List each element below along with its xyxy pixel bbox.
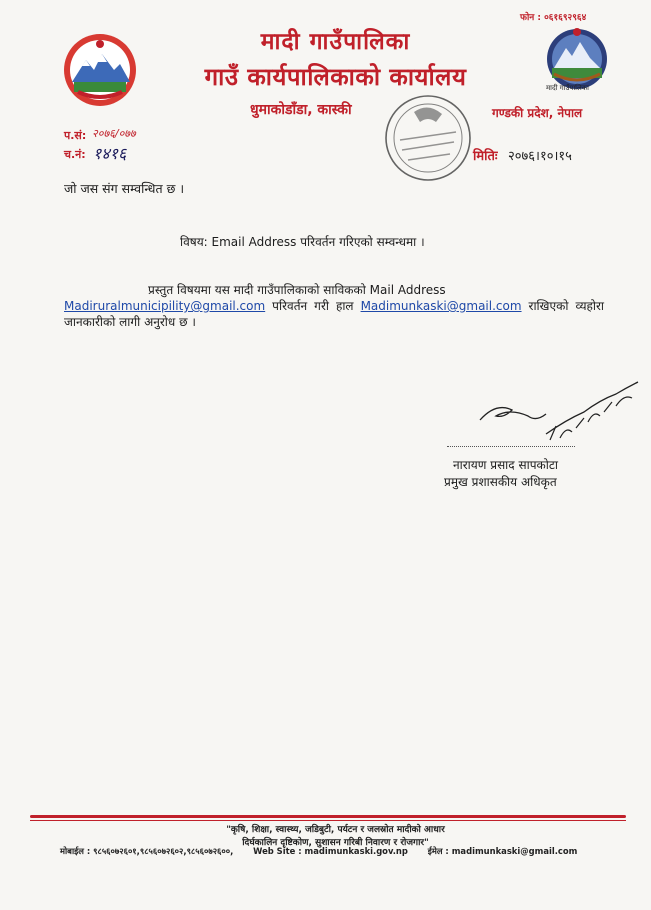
signature-icon bbox=[476, 360, 646, 452]
new-email-link[interactable]: Madimunkaski@gmail.com bbox=[360, 299, 522, 313]
email-label: ईमेल : bbox=[427, 846, 449, 856]
subject-line: विषय: Email Address परिवर्तन गरिएको सम्वन्धमा । bbox=[180, 235, 425, 249]
letter-body bbox=[64, 282, 604, 330]
date-label: मितिः bbox=[473, 149, 498, 164]
old-email-link[interactable]: Madiruralmunicipility@gmail.com bbox=[64, 299, 266, 313]
footer-contact bbox=[60, 846, 577, 857]
mobile-numbers: ९८५६०७२६०१,९८५६०७२६०२,९८५६०७२६००, bbox=[93, 846, 234, 856]
footer-slogan-1: "कृषि, शिक्षा, स्वास्थ्य, जडिबुटी, पर्यटन र जलस्रोत मादीको आधार bbox=[226, 825, 445, 835]
office-subtitle: गाउँ कार्यपालिकाको कार्यालय bbox=[204, 63, 467, 91]
website-link[interactable]: madimunkaski.gov.np bbox=[304, 846, 408, 856]
office-stamp-icon bbox=[378, 92, 478, 184]
chalan-value: १४१६ bbox=[93, 144, 127, 163]
signatory-designation: प्रमुख प्रशासकीय अधिकृत bbox=[444, 475, 557, 489]
office-title: मादी गाउँपालिका bbox=[260, 29, 411, 55]
mobile-label: मोबाईल : bbox=[60, 846, 91, 856]
date-value: २०७६।१०।१५ bbox=[508, 149, 572, 164]
footer-divider bbox=[30, 815, 626, 818]
office-address: धुमाकोडाँडा, कास्की bbox=[250, 102, 352, 118]
footer-email-link[interactable]: madimunkaski@gmail.com bbox=[451, 846, 578, 856]
signature-line bbox=[447, 446, 575, 447]
footer-slogan-2: दिर्घकालिन दृष्टिकोण, सुशासन गरिबी निवारण र रोजगार" bbox=[242, 838, 429, 848]
website-label: Web Site : bbox=[253, 846, 302, 856]
patra-value: २०७६/०७७ bbox=[92, 127, 136, 140]
body-text-2: परिवर्तन गरी हाल bbox=[265, 299, 361, 313]
phone-number: फोन : ०६१६९२९६४ bbox=[520, 13, 587, 23]
province-label: गण्डकी प्रदेश, नेपाल bbox=[492, 106, 583, 120]
salutation: जो जस संग सम्वन्धित छ । bbox=[64, 181, 185, 196]
chalan-label: च.नं: bbox=[64, 148, 86, 161]
logo-caption: मादी गाउँपालिका bbox=[546, 84, 589, 92]
body-text-3: राखिएको व्यहोरा जानकारीको लागी अनुरोध छ । bbox=[64, 299, 605, 329]
patra-label: प.सं: bbox=[64, 129, 87, 142]
signatory-name: नारायण प्रसाद सापकोटा bbox=[453, 458, 558, 472]
footer-divider-thin bbox=[30, 820, 626, 821]
body-text-1: प्रस्तुत विषयमा यस मादी गाउँपालिकाको साविकको Mail Address bbox=[148, 283, 446, 297]
